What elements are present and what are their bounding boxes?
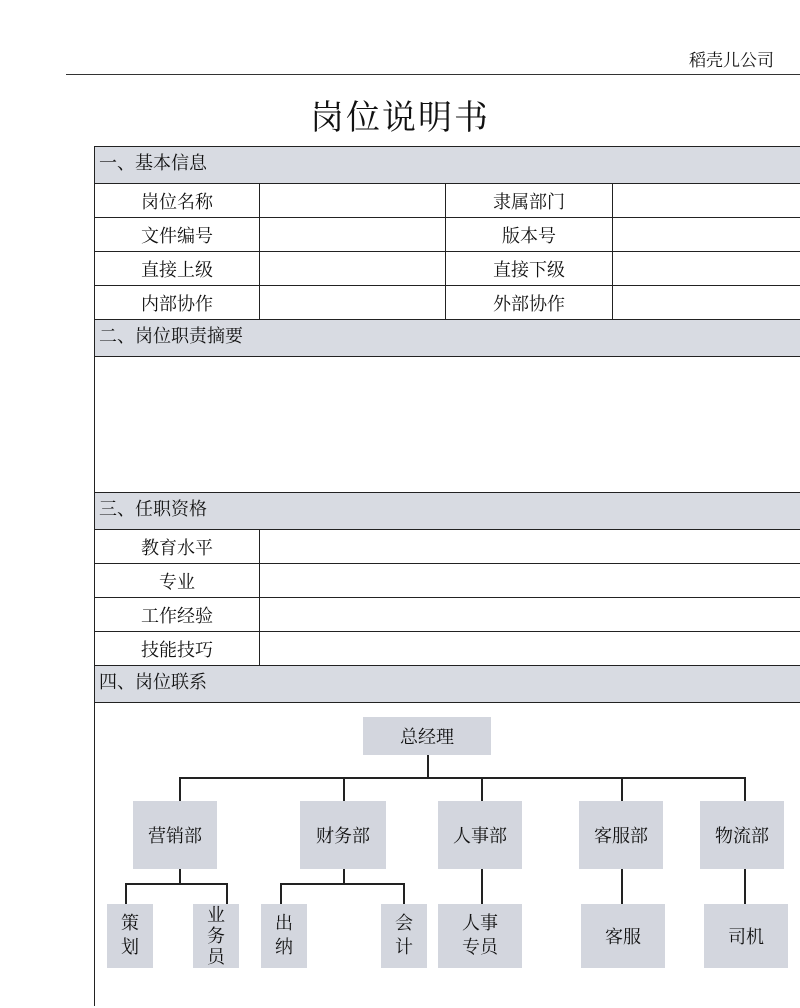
- label-direct-subordinate: 直接下级: [446, 252, 613, 286]
- org-node-text: 员: [207, 946, 225, 968]
- org-node-hr: 人事部: [438, 801, 522, 869]
- label-education: 教育水平: [95, 530, 260, 564]
- field-external-collab[interactable]: [613, 286, 800, 320]
- connector: [481, 869, 483, 904]
- connector: [179, 777, 745, 779]
- org-chart: [95, 703, 800, 1007]
- connector: [226, 883, 228, 904]
- org-node-planning: [107, 904, 153, 968]
- field-department[interactable]: [613, 184, 800, 218]
- org-node-marketing: 营销部: [133, 801, 217, 869]
- field-direct-superior[interactable]: [260, 252, 446, 286]
- label-skills: 技能技巧: [95, 632, 260, 666]
- connector: [125, 883, 227, 885]
- field-file-number[interactable]: [260, 218, 446, 252]
- page-title: 岗位说明书: [310, 98, 490, 138]
- org-node-text: 业: [207, 904, 225, 926]
- label-version: 版本号: [446, 218, 613, 252]
- org-node-service-staff: 客服: [581, 904, 665, 968]
- label-internal-collab: 内部协作: [95, 286, 260, 320]
- label-external-collab: 外部协作: [446, 286, 613, 320]
- org-node-driver: 司机: [704, 904, 788, 968]
- connector: [179, 777, 181, 801]
- label-position-name: 岗位名称: [95, 184, 260, 218]
- connector: [343, 777, 345, 801]
- section-summary-heading: 二、岗位职责摘要: [95, 320, 800, 357]
- org-node-text: 出: [275, 913, 293, 934]
- label-experience: 工作经验: [95, 598, 260, 632]
- org-node-customer-service: 客服部: [579, 801, 663, 869]
- connector: [179, 869, 181, 883]
- org-node-text: 计: [395, 937, 413, 958]
- org-node-finance: 财务部: [300, 801, 386, 869]
- connector: [280, 883, 282, 904]
- section-qualification-heading: 三、任职资格: [95, 493, 800, 530]
- connector: [621, 777, 623, 801]
- field-direct-subordinate[interactable]: [613, 252, 800, 286]
- header-rule: [66, 74, 800, 75]
- connector: [621, 869, 623, 904]
- field-internal-collab[interactable]: [260, 286, 446, 320]
- org-node-general-manager: 总经理: [363, 717, 491, 755]
- field-version[interactable]: [613, 218, 800, 252]
- label-department: 隶属部门: [446, 184, 613, 218]
- field-duty-summary[interactable]: [95, 357, 800, 493]
- org-node-text: 会: [395, 913, 413, 934]
- org-node-text: 人事: [462, 913, 498, 934]
- label-file-number: 文件编号: [95, 218, 260, 252]
- connector: [343, 869, 345, 883]
- org-node-hr-specialist: [438, 904, 522, 968]
- org-node-text: 务: [207, 925, 225, 947]
- field-position-name[interactable]: [260, 184, 446, 218]
- field-experience[interactable]: [260, 598, 800, 632]
- connector: [280, 883, 404, 885]
- connector: [481, 777, 483, 801]
- section-basic-heading: 一、基本信息: [95, 147, 800, 184]
- org-node-text: 策: [121, 913, 139, 934]
- connector: [744, 777, 746, 801]
- org-node-text: 专员: [462, 937, 498, 958]
- job-description-form: [94, 146, 800, 1006]
- field-education[interactable]: [260, 530, 800, 564]
- org-node-text: 纳: [275, 937, 293, 958]
- org-node-cashier: [261, 904, 307, 968]
- section-relations-heading: 四、岗位联系: [95, 666, 800, 703]
- connector: [403, 883, 405, 904]
- org-node-text: 划: [121, 937, 139, 958]
- company-name: 稻壳儿公司: [689, 51, 774, 71]
- org-node-salesperson: [193, 904, 239, 968]
- connector: [125, 883, 127, 904]
- label-major: 专业: [95, 564, 260, 598]
- org-node-logistics: 物流部: [700, 801, 784, 869]
- field-skills[interactable]: [260, 632, 800, 666]
- field-major[interactable]: [260, 564, 800, 598]
- org-node-accountant: [381, 904, 427, 968]
- label-direct-superior: 直接上级: [95, 252, 260, 286]
- connector: [744, 869, 746, 904]
